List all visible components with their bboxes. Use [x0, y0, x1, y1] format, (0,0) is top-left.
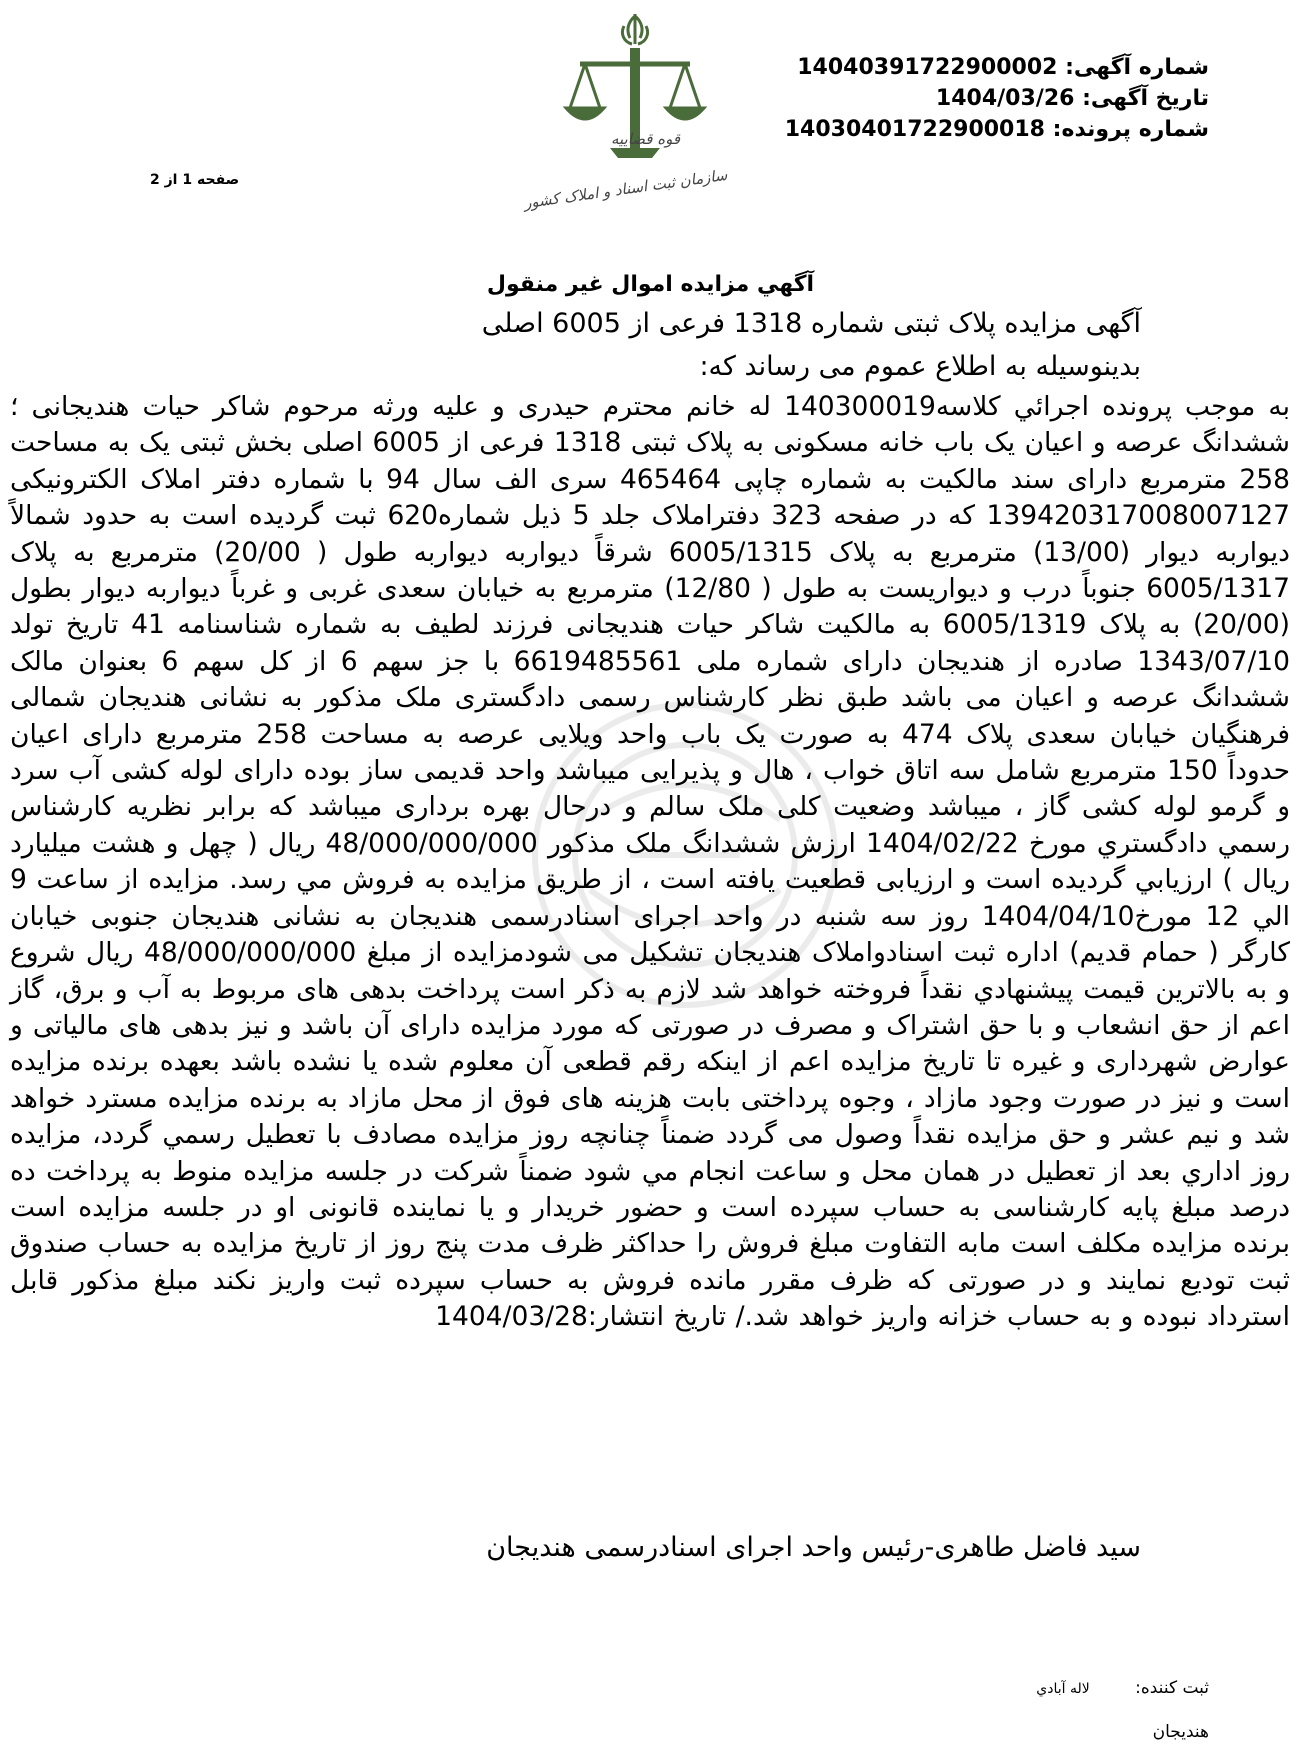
case-number-label: شماره پرونده: [1052, 117, 1209, 142]
emblem-org-line-1: قوه قضاییه [610, 130, 680, 148]
notice-number-row [785, 52, 1209, 83]
case-number: 14030401722900018 [784, 117, 1045, 142]
case-number-row [785, 114, 1209, 145]
notice-metadata [785, 52, 1209, 145]
registrar-name: لاله آبادي [1036, 1681, 1090, 1697]
scales-of-justice-emblem-icon [522, 8, 730, 218]
notice-date-label: تاریخ آگهی: [1082, 86, 1209, 111]
footer-city: هندیجان [1152, 1722, 1209, 1742]
notice-number-label: شماره آگهی: [1065, 55, 1209, 80]
notice-subtitle: آگهی مزایده پلاک ثبتی شماره 1318 فرعی از 6005 اصلی [481, 308, 1141, 339]
notice-date-row [785, 83, 1209, 114]
notice-title: آگهي مزايده اموال غير منقول [486, 272, 815, 297]
notice-intro: بدینوسیله به اطلاع عموم می رساند که: [699, 351, 1141, 382]
notice-date: 1404/03/26 [935, 86, 1075, 111]
emblem-org-line-2: سازمان ثبت اسناد و املاک کشور [522, 165, 729, 213]
page-indicator: صفحه 1 از 2 [150, 172, 240, 188]
footer-registrar [1036, 1678, 1209, 1698]
notice-signature: سید فاضل طاهری-رئیس واحد اجرای اسنادرسمی هندیجان [486, 1532, 1141, 1563]
notice-number: 14040391722900002 [797, 55, 1058, 80]
registrar-label: ثبت کننده: [1135, 1678, 1209, 1698]
notice-body: به موجب پرونده اجرائي كلاسه140300019 له خانم محترم حیدری و علیه ورثه مرحوم شاکر حیات هندیجانی ؛ ششدانگ عرصه و اعیان یک باب خانه مسکونی به پلاک ثبتی 1318 فرعی از 6005 اصلی بخش ثبتی یک به مساحت 258 مترمربع دارای سند مالکیت به شماره چاپی 465464 سری الف سال 94 با شماره دفتر املاک الکترونیکی 139420317008007127 که در صفحه 323 دفتراملاک جلد 5 ذیل شماره620 ثبت گردیده است به حدود شمالاً دیواربه دیوار (13/00) مترمربع به پلاک 6005/1315 شرقاً دیواربه دیواربه طول ( 20/00) مترمربع به پلاک 6005/1317 جنوباً درب و دیواریست به طول ( 12/80) مترمربع به خیابان سعدی غربی و غرباً دیواربه دیوار بطول (20/00) به پلاک 6005/1319 به مالکیت شاکر حیات هندیجانی فرزند لطیف به شماره شناسنامه 41 تاریخ تولد 1343/07/10 صادره از هندیجان دارای شماره ملی 6619485561 با جز سهم 6 از کل سهم 6 بعنوان مالک ششدانگ عرصه و اعیان می باشد طبق نظر کارشناس رسمی دادگستری ملک مذکور به نشانی هندیجان شمالی فرهنگیان خیابان سعدی پلاک 474 به صورت یک باب واحد ویلایی عرصه به مساحت 258 مترمربع دارای اعیان حدوداً 150 مترمربع شامل سه اتاق خواب ، هال و پذیرایی میباشد واحد قدیمی ساز بوده دارای لوله کشی آب سرد و گرمو لوله کشی گاز ، میباشد وضعیت کلی ملک سالم و درحال بهره برداری میباشد که برابر نظریه کارشناس رسمي دادگستري مورخ 1404/02/22 ارزش ششدانگ ملک مذکور 48/000/000/000 ريال ( چهل و هشت ميليارد ريال ) ارزيابي گرديده است و ارزيابی قطعيت يافته است ، از طريق مزايده به فروش مي رسد. مزايده از ساعت 9 الي 12 مورخ1404/04/10 روز سه شنبه در واحد اجرای اسنادرسمی هندیجان به نشانی هندیجان جنوبی خیابان کارگر ( حمام قدیم) اداره ثبت اسنادواملاک هندیجان تشکیل می شودمزايده از مبلغ 48/000/000/000 ريال شروع و به بالاترين قيمت پيشنهادي نقداً فروخته خواهد شد لازم به ذکر است پرداخت بدهی های مربوط به آب و برق، گاز اعم از حق انشعاب و با حق اشتراک و مصرف در صورتی که مورد مزایده دارای آن باشد و نیز بدهی های مالیاتی و عوارض شهرداری و غیره تا تاریخ مزایده اعم از اینکه رقم قطعی آن معلوم شده یا نشده باشد بعهده برنده مزایده است و نیز در صورت وجود مازاد ، وجوه پرداختی بابت هزینه های فوق از محل مازاد به برنده مزایده مسترد خواهد شد و نیم عشر و حق مزایده نقداً وصول می گردد ضمناً چنانچه روز مزايده مصادف با تعطيل رسمي گردد، مزايده روز اداري بعد از تعطيل در همان محل و ساعت انجام مي شود ضمناً شرکت در جلسه مزایده منوط به پرداخت ده درصد مبلغ پایه کارشناسی به حساب سپرده است و حضور خریدار و یا نماینده قانونی او در جلسه مزایده است برنده مزایده مکلف است مابه التفاوت مبلغ فروش را حداکثر ظرف مدت پنج روز از تاریخ مزایده به حساب صندوق ثبت تودیع نمایند و در صورتی که ظرف مقرر مانده فروش به حساب سپرده ثبت واریز نکند مبلغ مذکور قابل استرداد نبوده و به حساب خزانه واریز خواهد شد./ تاریخ انتشار:1404/03/28 [10, 391, 1291, 1333]
